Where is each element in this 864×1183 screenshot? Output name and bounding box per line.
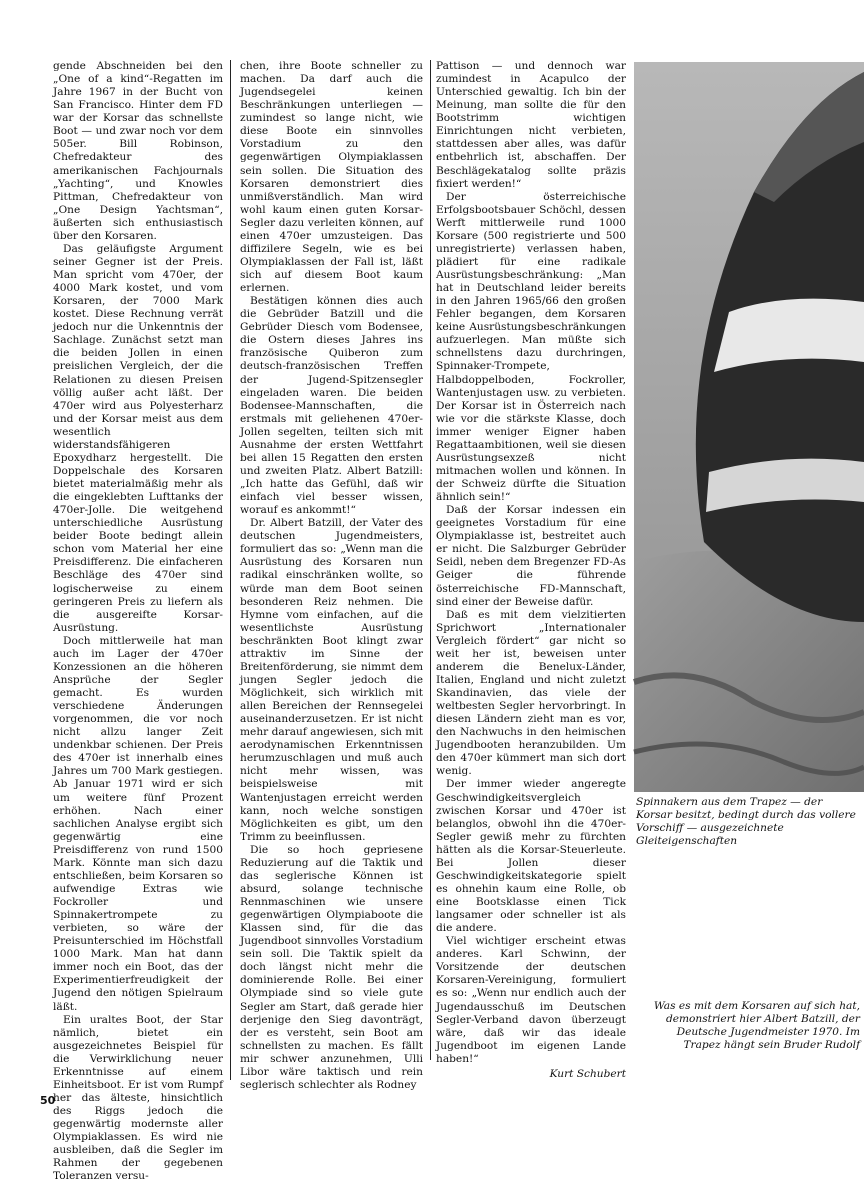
article-column-2: [240, 60, 423, 1091]
spinnaker-photo: [634, 62, 864, 792]
paragraph: chen, ihre Boote schneller zu machen. Da darf auch die Jugendsegelei keinen Beschränkungen unterliegen — zumindest so lange nicht, wie diese Boote ein sinnvolles Vorstadium zu den gegenwärtigen Olympiaklassen sein sollen. Die Situation des Korsaren demonstriert dies unmißverständlich. Man wird wohl kaum einen guten Korsar-Segler dazu verleiten können, auf einen 470er umzusteigen. Das diffizilere Segeln, wie es bei Olympiaklassen der Fall ist, läßt sich auf diesem Boot kaum erlernen.: [240, 60, 423, 295]
paragraph: Viel wichtiger erscheint etwas anderes. Karl Schwinn, der Vorsitzende der deutschen Korsaren-Vereinigung, formuliert es so: „Wenn nur endlich auch der Jugendausschuß im Deutschen Segler-Verband davon überzeugt wäre, daß wir das ideale Jugendboot im eigenen Lande haben!“: [436, 935, 626, 1065]
paragraph: Ein uraltes Boot, der Star nämlich, bietet ein ausgezeichnetes Beispiel für die Verwirklichung neuer Erkenntnisse auf einem Einheitsboot. Er ist vom Rumpf her das älteste, hinsichtlich des Riggs jedoch die gegenwärtig modernste aller Olympiaklassen. Es wird nie ausbleiben, daß die Segler im Rahmen der gegebenen Toleranzen versu-: [53, 1013, 223, 1183]
author-signature: Kurt Schubert: [549, 1067, 626, 1080]
paragraph: Das geläufigste Argument seiner Gegner ist der Preis. Man spricht vom 470er, der 4000 Mark kostet, und vom Korsaren, der 7000 Mark kostet. Diese Rechnung verrät jedoch nur die Unkenntnis der Sachlage. Zunächst setzt man die beiden Jollen in einen preislichen Vergleich, der die Relationen zu diesen Preisen völlig außer acht läßt. Der 470er wird aus Polyesterharz und der Korsar meist aus dem wesentlich widerstandsfähigeren Epoxydharz hergestellt. Die Doppelschale des Korsaren bietet materialmäßig mehr als die eingeklebten Lufttanks der 470er-Jolle. Die weitgehend unterschiedliche Ausrüstung beider Boote bedingt allein schon vom Material her eine Preisdifferenz. Die einfacheren Beschläge des 470er sind logischerweise zu einem geringeren Preis zu liefern als die ausgereifte Korsar-Ausrüstung.: [53, 242, 223, 634]
paragraph: Der immer wieder angeregte Geschwindigkeitsvergleich zwischen Korsar und 470er ist belanglos, obwohl ihn die 470er-Segler gewiß mehr zu fürchten hätten als die Korsar-Steuerleute. Bei Jollen dieser Geschwindigkeitskategorie spielt es ohnehin kaum eine Rolle, ob eine Bootsklasse einen Tick langsamer oder schneller ist als die andere.: [436, 778, 626, 935]
page-number: 50: [40, 1094, 56, 1107]
paragraph: Doch mittlerweile hat man auch im Lager der 470er Konzessionen an die höheren Ansprüche der Segler gemacht. Es wurden verschiedene Änderungen vorgenommen, die vor noch nicht allzu langer Zeit undenkbar schienen. Der Preis des 470er ist innerhalb eines Jahres um 700 Mark gestiegen. Ab Januar 1971 wird er sich um weitere fünf Prozent erhöhen. Nach einer sachlichen Analyse ergibt sich gegenwärtig eine Preisdifferenz von rund 1500 Mark. Könnte man sich dazu entschließen, beim Korsaren so aufwendige Extras wie Fockroller und Spinnakertrompete zu verbieten, so wäre der Preisunterschied im Höchstfall 1000 Mark. Man hat dann immer noch ein Boot, das der Experimentierfreudigkeit der Jugend den nötigen Spielraum läßt.: [53, 634, 223, 1013]
column-divider: [230, 60, 231, 1080]
article-column-3: [436, 60, 626, 1080]
spinnaker-illustration: [634, 62, 864, 792]
photo-caption: Spinnakern aus dem Trapez — der Korsar besitzt, bedingt durch das vollere Vorschiff — ausgezeichnete Gleiteigenschaften: [636, 796, 856, 847]
paragraph: Der österreichische Erfolgsbootsbauer Schöchl, dessen Werft mittlerweile rund 1000 Korsare (500 registrierte und 500 unregistrierte) verlassen haben, plädiert für eine radikale Ausrüstungsbeschränkung: „Man hat in Deutschland leider bereits in den Jahren 1965/66 den großen Fehler begangen, dem Korsaren keine Ausrüstungsbeschränkungen aufzuerlegen. Man müßte sich schnellstens dazu durchringen, Spinnaker-Trompete, Halbdoppelboden, Fockroller, Wantenjustagen usw. zu verbieten. Der Korsar ist in Österreich nach wie vor die stärkste Klasse, doch immer weniger Eigner haben Regattaambitionen, weil sie diesen Ausrüstungsexzeß nicht mitmachen wollen und können. In der Schweiz dürfte die Situation ähnlich sein!“: [436, 190, 626, 504]
paragraph: gende Abschneiden bei den „One of a kind“-Regatten im Jahre 1967 in der Bucht von San Francisco. Hinter dem FD war der Korsar das schnellste Boot — und zwar noch vor dem 505er. Bill Robinson, Chefredakteur des amerikanischen Fachjournals „Yachting“, und Knowles Pittman, Chefredakteur von „One Design Yachtsman“, äußerten sich enthusiastisch über den Korsaren.: [53, 60, 223, 242]
article-column-1: [53, 60, 223, 1183]
paragraph: Daß der Korsar indessen ein geeignetes Vorstadium für eine Olympiaklasse ist, bestreitet auch er nicht. Die Salzburger Gebrüder Seidl, neben dem Bregenzer FD-As Geiger die führende österreichische FD-Mannschaft, sind einer der Beweise dafür.: [436, 504, 626, 608]
column-divider: [430, 60, 431, 1060]
photo-caption-secondary: Was es mit dem Korsaren auf sich hat, demonstriert hier Albert Batzill, der Deutsche Jugendmeister 1970. Im Trapez hängt sein Bruder Rudolf: [653, 1000, 860, 1051]
paragraph: Die so hoch gepriesene Reduzierung auf die Taktik und das seglerische Können ist absurd, solange technische Rennmaschinen wie unsere gegenwärtigen Olympiaboote die Klassen sind, für die das Jugendboot sinnvolles Vorstadium sein soll. Die Taktik spielt da doch längst nicht mehr die dominierende Rolle. Bei einer Olympiade sind so viele gute Segler am Start, daß gerade hier derjenige den Sieg davonträgt, der es versteht, sein Boot am schnellsten zu machen. Es fällt mir schwer anzunehmen, Ulli Libor wäre taktisch und rein seglerisch schlechter als Rodney: [240, 843, 423, 1091]
paragraph: Bestätigen können dies auch die Gebrüder Batzill und die Gebrüder Diesch vom Bodensee, die Ostern dieses Jahres ins französische Quiberon zum deutsch-französischen Treffen der Jugend-Spitzensegler eingeladen waren. Die beiden Bodensee-Mannschaften, die erstmals mit geliehenen 470er-Jollen segelten, teilten sich mit Ausnahme der ersten Wettfahrt bei allen 15 Regatten den ersten und zweiten Platz. Albert Batzill: „Ich hatte das Gefühl, daß wir einfach viel besser wissen, worauf es ankommt!“: [240, 295, 423, 517]
paragraph: Daß es mit dem vielzitierten Sprichwort „Internationaler Vergleich fördert“ gar nicht so weit her ist, beweisen unter anderem die Benelux-Länder, Italien, England und nicht zuletzt Skandinavien, das viele der weltbesten Segler hervorbringt. In diesen Ländern zieht man es vor, den Nachwuchs in den heimischen Jugendbooten heranzubilden. Um den 470er kümmert man sich dort wenig.: [436, 608, 626, 778]
paragraph: Pattison — und dennoch war zumindest in Acapulco der Unterschied gewaltig. Ich bin der Meinung, man sollte die für den Bootstrimm wichtigen Einrichtungen nicht verbieten, stattdessen aber alles, was dafür entbehrlich ist, abschaffen. Der Beschlägekatalog sollte präzis fixiert werden!“: [436, 60, 626, 190]
paragraph: Dr. Albert Batzill, der Vater des deutschen Jugendmeisters, formuliert das so: „Wenn man die Ausrüstung des Korsaren nun radikal einschränken wollte, so würde man dem Boot seinen besonderen Reiz nehmen. Die Hymne vom einfachen, auf die wesentlichste Ausrüstung beschränkten Boot klingt zwar attraktiv im Sinne der Breitenförderung, sie nimmt dem jungen Segler jedoch die Möglichkeit, sich wirklich mit allen Bereichen der Rennsegelei auseinanderzusetzen. Er ist nicht mehr darauf angewiesen, sich mit aerodynamischen Erkenntnissen herumzuschlagen und muß auch nicht mehr wissen, was beispielsweise mit Wantenjustagen erreicht werden kann, noch welche sonstigen Möglichkeiten es gibt, um den Trimm zu beeinflussen.: [240, 517, 423, 843]
